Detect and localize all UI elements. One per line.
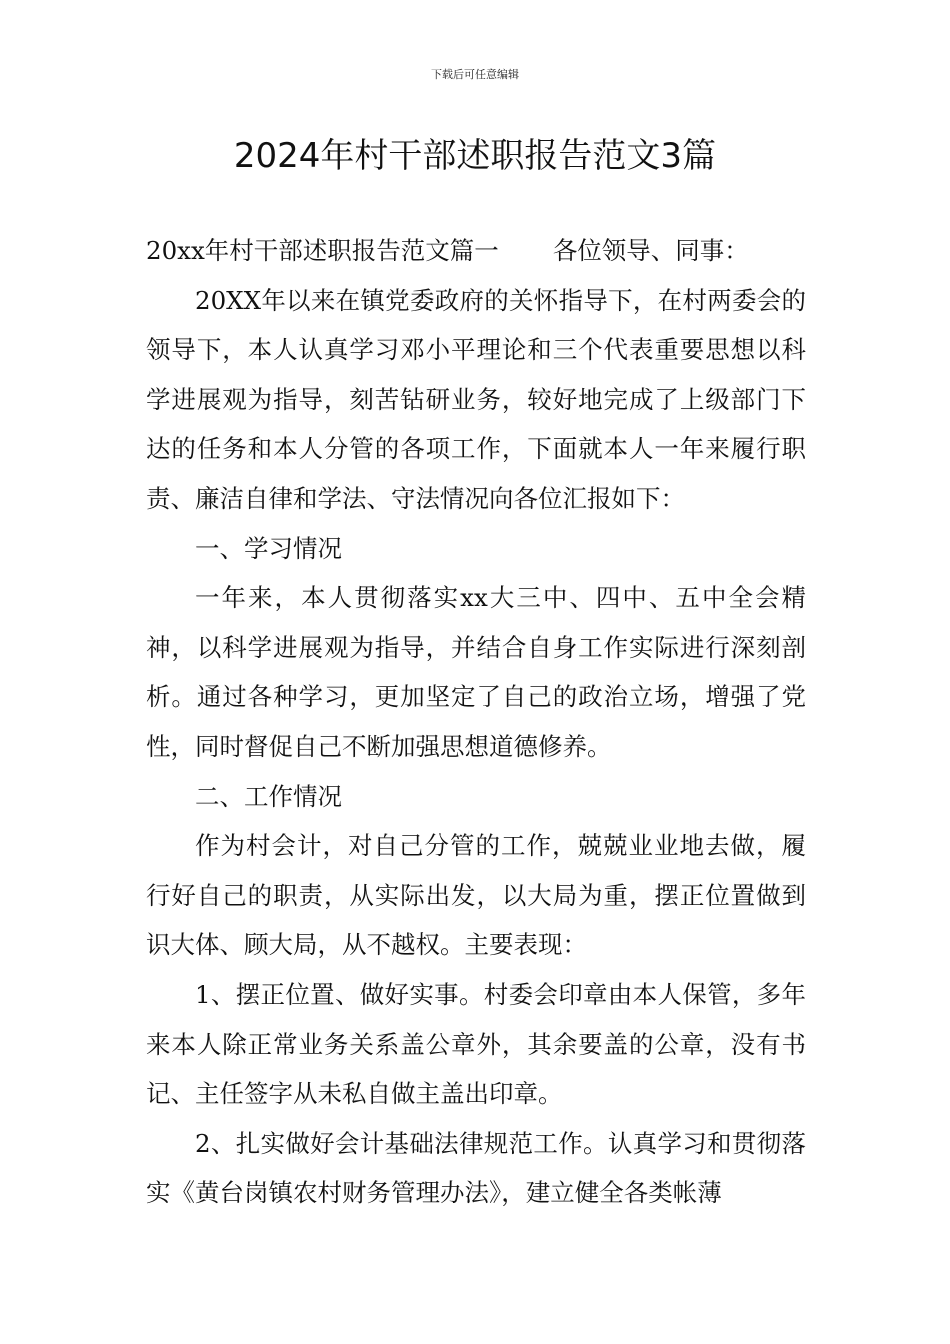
- paragraph: 2、扎实做好会计基础法律规范工作。认真学习和贯彻落实《黄台岗镇农村财务管理办法》，建立健全各类帐薄: [146, 1128, 806, 1208]
- paragraph: 20XX年以来在镇党委政府的关怀指导下，在村两委会的领导下，本人认真学习邓小平理论和三个代表重要思想以科学进展观为指导，刻苦钻研业务，较好地完成了上级部门下达的任务和本人分管的各项工作，下面就本人一年来履行职责、廉洁自律和学法、守法情况向各位汇报如下：: [146, 285, 806, 513]
- document-title: 2024年村干部述职报告范文3篇: [233, 136, 717, 176]
- paragraph: 作为村会计，对自己分管的工作，兢兢业业地去做，履行好自己的职责，从实际出发，以大局为重，摆正位置做到识大体、顾大局，从不越权。主要表现：: [146, 831, 806, 960]
- salutation: 各位领导、同事：: [552, 236, 749, 265]
- paragraph: 一年来，本人贯彻落实xx大三中、四中、五中全会精神，以科学进展观为指导，并结合自身工作实际进行深刻剖析。通过各种学习，更加坚定了自己的政治立场，增强了党性，同时督促自己不断加强思想道德修养。: [146, 583, 806, 761]
- header-note: 下载后可任意编辑: [431, 68, 519, 81]
- document-body: [146, 226, 806, 1218]
- intro-line: [146, 226, 806, 276]
- paragraph: 1、摆正位置、做好实事。村委会印章由本人保管，多年来本人除正常业务关系盖公章外，其余要盖的公章，没有书记、主任签字从未私自做主盖出印章。: [146, 979, 806, 1109]
- section-heading: 二、工作情况: [195, 781, 342, 811]
- section-heading: 一、学习情况: [195, 533, 342, 563]
- section-label: 20xx年村干部述职报告范文篇一: [146, 236, 499, 265]
